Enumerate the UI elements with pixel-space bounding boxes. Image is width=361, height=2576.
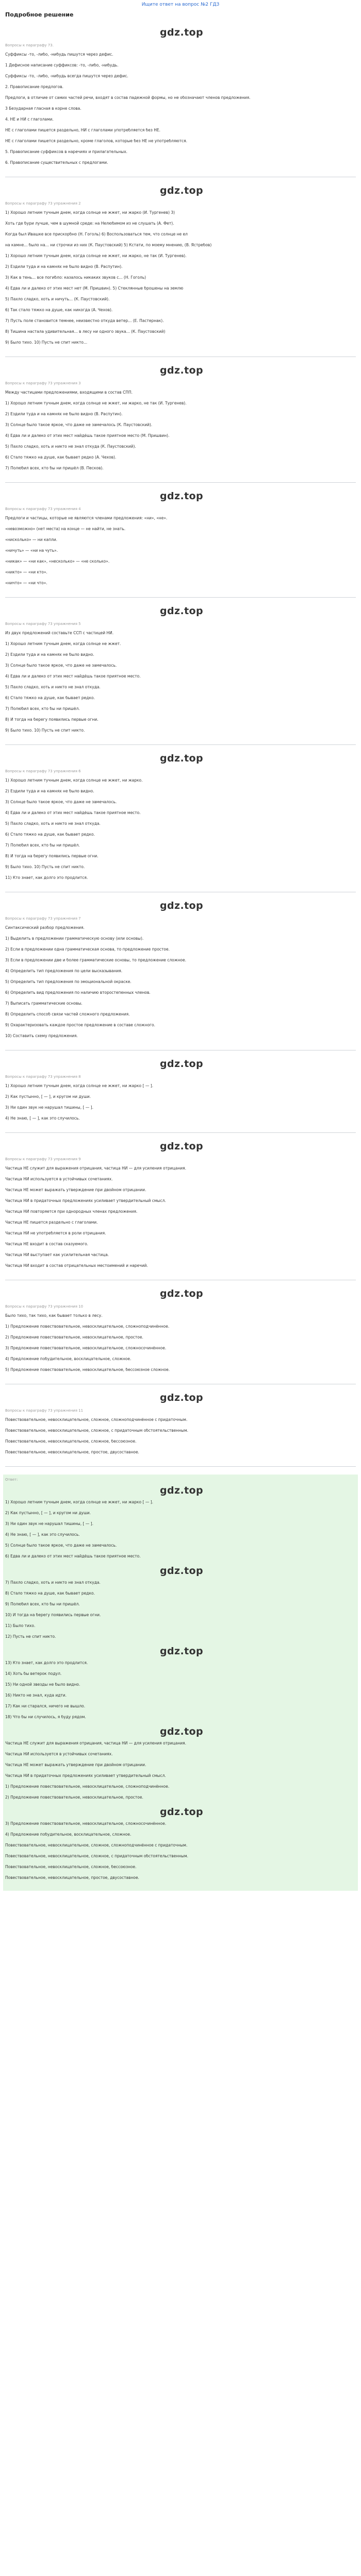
gdz-watermark: gdz.top: [160, 900, 204, 911]
text-line: Повествовательное, невосклицательное, сложное, с придаточным обстоятельственным.: [5, 1429, 188, 1433]
text-line: 2) Если в предложении одна грамматическая основа, то предложение простое.: [5, 947, 170, 952]
text-line: 2) Ездили туда и на камнях не было видно.: [5, 789, 94, 793]
text-line: «никак» — «ни как», «несколько» — «не сколько».: [5, 560, 110, 564]
text-line: 3) Ни один звук не нарушал тишины, [ — ].: [5, 1106, 93, 1110]
text-line: 1 Дефисное написание суффиксов: -то, -либо, -нибудь.: [5, 63, 119, 67]
text-line: 4) Едва ли и далеко от этих мест найдёшь такое приятное место.: [5, 811, 141, 815]
text-line: Частица НИ входит в состав отрицательных местоимений и наречий.: [5, 1264, 148, 1268]
text-line: Частица НЕ входит в состав сказуемого.: [5, 1242, 89, 1246]
text-line: Частица НИ повторяется при однородных членах предложения.: [5, 1210, 138, 1214]
answer-line: 16) Никто не знал, куда идти.: [5, 1693, 67, 1698]
text-line: 4) Едва ли и далеко от этих мест найдёшь такое приятное место (М. Пришвин).: [5, 434, 170, 438]
question-link[interactable]: Ищите ответ на вопрос №2 ГДЗ: [141, 2, 220, 7]
gdz-watermark: gdz.top: [160, 1058, 204, 1070]
text-line: 2) Ездили туда и на камнях не было видно (В. Распутин).: [5, 412, 123, 416]
answer-line: 14) Хоть бы ветерок подул.: [5, 1672, 62, 1676]
text-line: 1) Хорошо летним тучным днем, когда солнце не жжет, ни жарко [ — ].: [5, 1084, 154, 1088]
text-line: 8) И тогда на берегу появились первые огни.: [5, 854, 99, 858]
answer-line: 15) Ни одной звезды не было видно.: [5, 1683, 80, 1687]
answer-line: 12) Пусть не спит никто.: [5, 1635, 56, 1639]
text-line: 9) Охарактеризовать каждое простое предложение в составе сложного.: [5, 1023, 155, 1027]
block-note: Вопросы к параграфу 73 упражнения 9: [5, 1157, 81, 1161]
text-line: 5) Определить тип предложения по эмоциональной окраске.: [5, 980, 132, 984]
text-line: Суффиксы -то, -либо, -нибудь всегда пишутся через дефис.: [5, 74, 128, 78]
gdz-watermark: gdz.top: [160, 1565, 204, 1577]
answer-line: 18) Что бы ни случилось, я буду рядом.: [5, 1715, 86, 1719]
text-line: 5) Пахло сладко, хоть и никто не знал откуда (К. Паустовский).: [5, 445, 136, 449]
answer-line: Повествовательное, невосклицательное, сложное, сложноподчинённое с придаточным.: [5, 1843, 188, 1848]
answer-line: 2) Как пустынно, [ — ], и кругом ни души.: [5, 1511, 91, 1515]
text-line: 1) Хорошо летним тучным днем, когда солнце не жжет, ни жарко (И. Тургенев) 3): [5, 211, 175, 215]
answer-line: 1) Хорошо летним тучным днем, когда солнце не жжет, ни жарко [ — ].: [5, 1500, 154, 1504]
answer-line: Повествовательное, невосклицательное, сложное, с придаточным обстоятельственным.: [5, 1854, 188, 1858]
text-line: 5) Пахло сладко, хоть и никто не знал откуда.: [5, 685, 101, 689]
text-line: 1) Хорошо летним тучным днем, когда солнце не жжет, ни жарко.: [5, 778, 143, 783]
answer-line: 4) Не знаю, [ — ], как это случилось.: [5, 1533, 80, 1537]
block-note: Вопросы к параграфу 73 упражнения 11: [5, 1409, 84, 1413]
text-line: Из двух предложений составьте ССП с частицей НИ.: [5, 631, 114, 635]
text-line: «ничуть» — «ни на чуть».: [5, 549, 58, 553]
text-line: 10) Составить схему предложения.: [5, 1034, 78, 1038]
answer-line: 4) Предложение побудительное, восклицательное, сложное.: [5, 1833, 132, 1837]
answer-line: 6) Едва ли и далеко от этих мест найдёшь такое приятное место.: [5, 1554, 141, 1558]
text-line: «нисколько» — ни капли.: [5, 538, 58, 542]
text-line: 6) Стало тяжко на душе, как бывает редко.: [5, 696, 95, 700]
block-note: Вопросы к параграфу 73.: [5, 43, 54, 47]
text-line: Суффиксы -то, -либо, -нибудь пишутся через дефис.: [5, 53, 113, 57]
text-line: 2) Предложение повествовательное, невосклицательное, простое.: [5, 1335, 143, 1340]
gdz-watermark: gdz.top: [160, 365, 204, 376]
answer-line: 8) Стало тяжко на душе, как бывает редко.: [5, 1591, 95, 1596]
text-line: Частица НИ выступает как усилительная частица.: [5, 1253, 109, 1257]
gdz-watermark: gdz.top: [160, 1141, 204, 1152]
answer-line: 11) Было тихо.: [5, 1624, 36, 1628]
block-note: Вопросы к параграфу 73 упражнения 4: [5, 507, 81, 511]
answer-line: 13) Кто знает, как долго это продлится.: [5, 1661, 88, 1665]
answer-line: Частица НЕ может выражать утверждение при двойном отрицании.: [5, 1763, 146, 1767]
text-line: Предлоги и частицы, которые не являются членами предложения: «ни», «не».: [5, 516, 168, 520]
text-line: 7) Выписать грамматические основы.: [5, 1002, 83, 1006]
text-line: Когда был Ивашке все прискорбно (Н. Гоголь) 6) Воспользоваться тем, что солнце не ел: [5, 232, 188, 236]
text-line: «ничто» — «ни что».: [5, 581, 47, 585]
text-line: 1) Выделить в предложении грамматическую основу (или основы).: [5, 937, 144, 941]
section-divider: [5, 1132, 356, 1133]
section-divider: [5, 482, 356, 483]
gdz-watermark: gdz.top: [160, 753, 204, 764]
answer-line: Повествовательное, невосклицательное, простое, двусоставное.: [5, 1876, 139, 1880]
text-line: Было тихо, так тихо, как бывает только в лесу.: [5, 1314, 103, 1318]
text-line: Частица НИ используется в устойчивых сочетаниях.: [5, 1177, 113, 1181]
text-line: 4) Едва ли и далеко от этих мест найдёшь такое приятное место.: [5, 674, 141, 679]
text-line: 4) Определить тип предложения по цели высказывания.: [5, 969, 123, 973]
gdz-watermark: gdz.top: [160, 490, 204, 502]
text-line: Повествовательное, невосклицательное, сложное, бессоюзное.: [5, 1439, 137, 1444]
text-line: Частица НЕ пишется раздельно с глаголами.: [5, 1221, 98, 1225]
gdz-watermark: gdz.top: [160, 605, 204, 617]
text-line: 8) И тогда на берегу появились первые огни.: [5, 718, 99, 722]
text-line: 4. НЕ и НИ с глаголами.: [5, 117, 54, 122]
text-line: 5) Предложение повествовательное, невосклицательное, бессоюзное сложное.: [5, 1368, 170, 1372]
text-line: 3) Солнце было такое яркое, что даже не замечалось (К. Паустовский).: [5, 423, 153, 427]
text-line: Частица НЕ может выражать утверждение при двойном отрицании.: [5, 1188, 146, 1192]
gdz-watermark: gdz.top: [160, 1485, 204, 1496]
text-line: 7) Пусть поле становится темнее, неизвестно откуда ветер... (Е. Пастернак).: [5, 319, 164, 323]
text-line: 2) Ездили туда и на камнях не было видно.: [5, 653, 94, 657]
answer-line: 17) Как ни старался, ничего не вышло.: [5, 1704, 86, 1708]
answer-line: 9) Полюбил всех, кто бы ни пришёл.: [5, 1602, 80, 1606]
gdz-watermark: gdz.top: [160, 1726, 204, 1737]
text-line: 6) Определить вид предложения по наличию второстепенных членов.: [5, 991, 151, 995]
answer-note: Ответ:: [5, 1478, 18, 1482]
text-line: 2) Как пустынно, [ — ], и кругом ни души.: [5, 1095, 91, 1099]
text-line: 3) Солнце было такое яркое, что даже не замечалось.: [5, 664, 117, 668]
section-divider: [5, 744, 356, 745]
answer-line: Повествовательное, невосклицательное, сложное, бессоюзное.: [5, 1865, 137, 1869]
text-line: 9) Было тихо. 10) Пусть не спит никто...: [5, 341, 88, 345]
text-line: 5) Пахло сладко, хоть и никто не знал откуда.: [5, 822, 101, 826]
text-line: «никто» — «ни кто».: [5, 570, 47, 574]
text-line: 9) Было тихо. 10) Пусть не спит никто.: [5, 728, 85, 733]
text-line: 1) Хорошо летним тучным днем, когда солнце не жжет, ни жарко, не так (И. Тургенев).: [5, 401, 187, 405]
text-line: 2. Правописание предлогов.: [5, 85, 63, 89]
text-line: 3) Солнце было такое яркое, что даже не замечалось.: [5, 800, 117, 804]
text-line: 7) Полюбил всех, кто бы ни пришёл.: [5, 843, 80, 848]
text-line: на камне... было на... ни строчки из них (К. Паустовский) 5) Кстати, по моему мнению, (В. Ястребов): [5, 243, 212, 247]
block-note: Вопросы к параграфу 73 упражнения 10: [5, 1304, 84, 1309]
text-line: 1) Хорошо летним тучным днем, когда солнце не жжет.: [5, 642, 121, 646]
text-line: Частица НИ не употребляется в роли отрицания.: [5, 1231, 106, 1235]
block-note: Вопросы к параграфу 73 упражнения 2: [5, 201, 81, 206]
answer-line: 7) Пахло сладко, хоть и никто не знал откуда.: [5, 1581, 101, 1585]
answer-line: 5) Солнце было такое яркое, что даже не замечалось.: [5, 1544, 117, 1548]
section-divider: [5, 1466, 356, 1467]
block-note: Вопросы к параграфу 73 упражнения 5: [5, 622, 81, 626]
text-line: 8) Определить способ связи частей сложного предложения.: [5, 1012, 130, 1016]
gdz-watermark: gdz.top: [160, 185, 204, 196]
gdz-watermark: gdz.top: [160, 1646, 204, 1657]
gdz-watermark: gdz.top: [160, 1806, 204, 1818]
text-line: 1) Хорошо летним тучным днем, когда солнце не жжет, ни жарко, не так (И. Тургенев).: [5, 254, 187, 258]
answer-line: Частица НИ в придаточных предложениях усиливает утвердительный смысл.: [5, 1774, 166, 1778]
gdz-watermark: gdz.top: [160, 1392, 204, 1403]
answer-line: 1) Предложение повествовательное, невосклицательное, сложноподчинённое.: [5, 1785, 170, 1789]
text-line: 7) Полюбил всех, кто бы ни пришёл (В. Песков).: [5, 466, 104, 470]
text-line: Повествовательное, невосклицательное, простое, двусоставное.: [5, 1450, 139, 1454]
block-note: Вопросы к параграфу 73 упражнения 7: [5, 917, 81, 921]
page-title: Подробное решение: [5, 11, 74, 18]
text-line: 1) Предложение повествовательное, невосклицательное, сложноподчинённое.: [5, 1325, 170, 1329]
text-line: 8) Тишина настала удивительная... в лесу ни одного звука... (К. Паустовский): [5, 330, 166, 334]
text-line: Повествовательное, невосклицательное, сложное, сложноподчинённое с придаточным.: [5, 1418, 188, 1422]
text-line: 6) Так стало тяжко на душе, как никогда (А. Чехов).: [5, 308, 113, 312]
text-line: Хоть где бури лучше, чем в шумной среде: на Нелюбимом из не слушать (А. Фет).: [5, 222, 174, 226]
block-note: Вопросы к параграфу 73 упражнения 6: [5, 769, 81, 773]
text-line: 4) Едва ли и далеко от этих мест нет (М. Пришвин). 5) Стеклянные брошены на землю: [5, 286, 184, 291]
text-line: 5. Правописание суффиксов в наречиях и прилагательных.: [5, 150, 128, 154]
text-line: 6) Стало тяжко на душе, как бывает редко (А. Чехов).: [5, 455, 117, 460]
answer-line: 2) Предложение повествовательное, невосклицательное, простое.: [5, 1795, 143, 1800]
text-line: 6. Правописание существительных с предлогами.: [5, 161, 108, 165]
text-line: НЕ с глаголами пишется раздельно, НИ с глаголами употребляется без НЕ.: [5, 128, 160, 132]
text-line: Частица НИ в придаточных предложениях усиливает утвердительный смысл.: [5, 1199, 166, 1203]
text-line: 6) Стало тяжко на душе, как бывает редко.: [5, 833, 95, 837]
text-line: 3) Если в предложении две и более грамматические основы, то предложение сложное.: [5, 958, 186, 962]
answer-line: Частица НЕ служит для выражения отрицания, частица НИ — для усиления отрицания.: [5, 1741, 187, 1745]
text-line: 4) Предложение побудительное, восклицательное, сложное.: [5, 1357, 132, 1361]
answer-line: 3) Предложение повествовательное, невосклицательное, сложносочинённое.: [5, 1822, 167, 1826]
text-line: НЕ с глаголами пишется раздельно, кроме глаголов, которые без НЕ не употребляются.: [5, 139, 188, 143]
text-line: 11) Кто знает, как долго это продлится.: [5, 876, 88, 880]
block-note: Вопросы к параграфу 73 упражнения 3: [5, 381, 81, 385]
answer-line: 3) Ни один звук не нарушал тишины, [ — ].: [5, 1522, 93, 1526]
text-line: 3) Предложение повествовательное, невосклицательное, сложносочинённое.: [5, 1346, 167, 1350]
answer-line: Частица НИ используется в устойчивых сочетаниях.: [5, 1752, 113, 1756]
text-line: 7) Полюбил всех, кто бы ни пришёл.: [5, 707, 80, 711]
text-line: 3 Безударная гласная в корне слова.: [5, 107, 81, 111]
text-line: Между частицами предложениями, входящими в состав СПП.: [5, 391, 133, 395]
text-line: 3) Как в тень... все погибло: казалось никаких звуков с... (Н. Гоголь): [5, 276, 146, 280]
section-divider: [5, 597, 356, 598]
text-line: 9) Было тихо. 10) Пусть не спит никто.: [5, 865, 85, 869]
answer-line: 10) И тогда на берегу появились первые огни.: [5, 1613, 101, 1617]
text-line: Предлоги, в отличие от самих частей речи, входят в состав падежной формы, но не обозначают членов предложения.: [5, 96, 251, 100]
text-line: 2) Ездили туда и на камнях не было видно (В. Распутин).: [5, 265, 123, 269]
block-note: Вопросы к параграфу 73 упражнения 8: [5, 1075, 81, 1079]
text-line: «невозможно» (нет места) на конце — не найти, не знать.: [5, 527, 126, 531]
gdz-watermark: gdz.top: [160, 1288, 204, 1299]
text-line: Синтаксический разбор предложения.: [5, 926, 85, 930]
gdz-watermark: gdz.top: [160, 27, 204, 38]
text-line: 5) Пахло сладко, хоть и ничуть... (К. Паустовский).: [5, 297, 110, 301]
text-line: Частица НЕ служит для выражения отрицания, частица НИ — для усиления отрицания.: [5, 1166, 187, 1171]
text-line: 4) Не знаю, [ — ], как это случилось.: [5, 1116, 80, 1121]
